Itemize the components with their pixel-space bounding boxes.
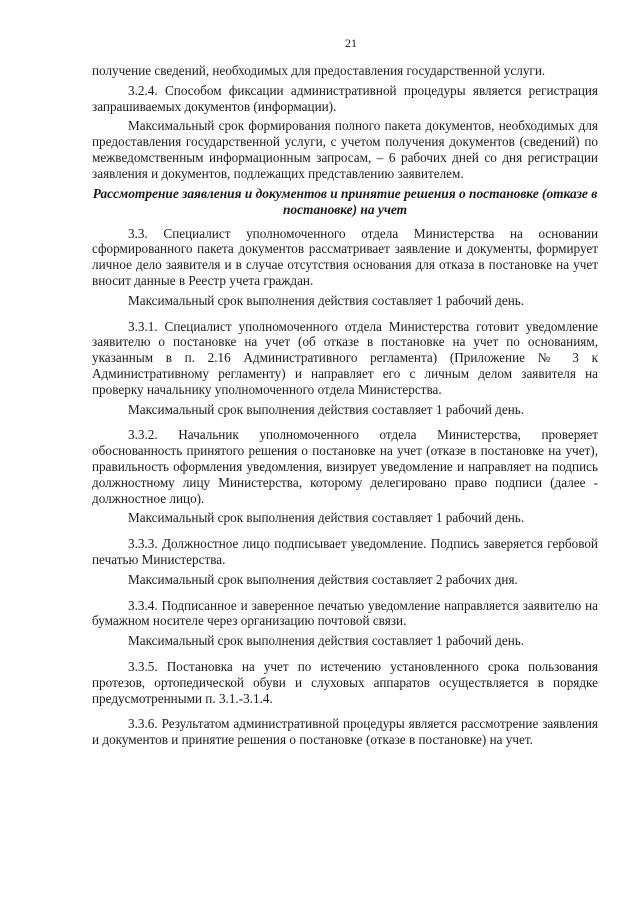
paragraph: 3.3.4. Подписанное и заверенное печатью уведомление направляется заявителю на бумажном носителе через организацию почтовой связи.: [92, 597, 598, 629]
paragraph: Максимальный срок выполнения действия составляет 1 рабочий день.: [128, 633, 525, 649]
paragraph: 3.3.5. Постановка на учет по истечению установленного срока пользования протезов, ортопедической обуви и слуховых аппаратов осуществляется в порядке предусмотренными п. 3.1.-3.1.4.: [92, 658, 598, 706]
section-heading: Рассмотрение заявления и документов и принятие решения о постановке (отказе в постановке) на учет: [92, 185, 598, 217]
paragraph: Максимальный срок выполнения действия составляет 2 рабочих дня.: [128, 571, 518, 587]
paragraph: получение сведений, необходимых для предоставления государственной услуги.: [92, 63, 546, 78]
page-number: 21: [345, 36, 357, 50]
paragraph: 3.3.6. Результатом административной процедуры является рассмотрение заявления и документов и принятие решения о постановке (отказе в постановке) на учет.: [92, 716, 598, 748]
paragraph: Максимальный срок формирования полного пакета документов, необходимых для предоставления государственной услуги, с учетом получения документов (сведений) по межведомственным информационным запросам, – 6 рабочих дней со дня регистрации заявления и документов, подлежащих представлению заявителем.: [92, 118, 598, 181]
paragraph: Максимальный срок выполнения действия составляет 1 рабочий день.: [128, 292, 525, 308]
paragraph: Максимальный срок выполнения действия составляет 1 рабочий день.: [128, 510, 525, 526]
paragraph: 3.3.1. Специалист уполномоченного отдела Министерства готовит уведомление заявителю о постановке на учет (об отказе в постановке на учет по основаниям, указанным в п. 2.16 Административного регламента) (Приложение № 3 к Административному регламенту) и направляет его с личным делом заявителя на проверку начальнику уполномоченного отдела Министерства.: [92, 318, 598, 397]
paragraph: 3.2.4. Способом фиксации административной процедуры является регистрация запрашиваемых документов (информации).: [92, 82, 598, 114]
paragraph: 3.3.2. Начальник уполномоченного отдела Министерства, проверяет обоснованность принятого решения о постановке на учет (отказе в постановке на учет), правильность оформления уведомления, визирует уведомление и направляет на подпись должностному лицу Министерства, которому делегировано право подписи (далее - должностное лицо).: [92, 427, 598, 506]
paragraph: 3.3. Специалист уполномоченного отдела Министерства на основании сформированного пакета документов рассматривает заявление и документы, формирует личное дело заявителя и в случае отсутствия основания для отказа в постановке на учет вносит данные в Реестр учета граждан.: [92, 225, 598, 288]
paragraph: 3.3.3. Должностное лицо подписывает уведомление. Подпись заверяется гербовой печатью Министерства.: [92, 536, 598, 567]
document-body: [92, 63, 598, 748]
paragraph: Максимальный срок выполнения действия составляет 1 рабочий день.: [128, 401, 525, 417]
